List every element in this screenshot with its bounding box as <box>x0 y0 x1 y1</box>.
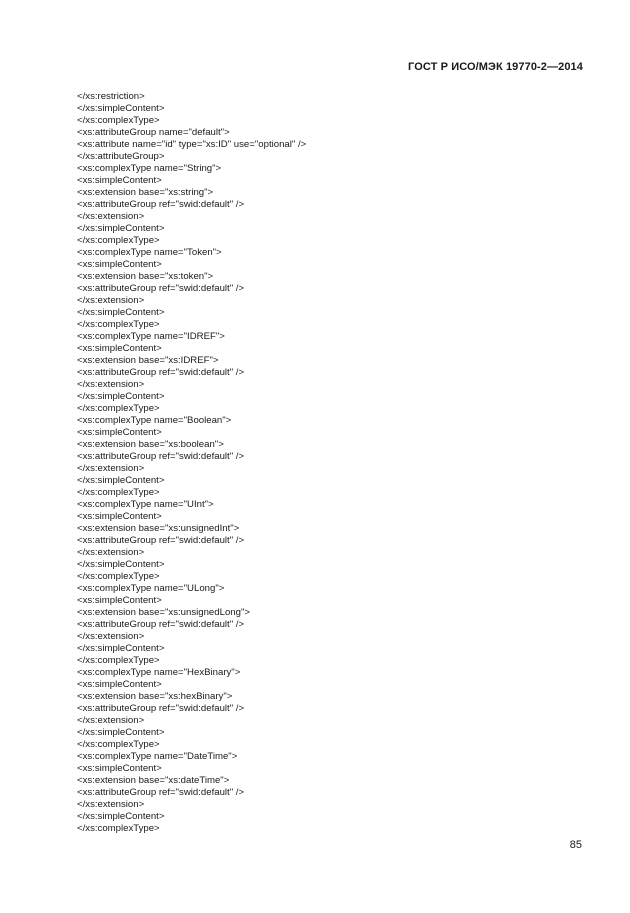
code-line: <xs:simpleContent> <box>77 763 162 774</box>
code-line: <xs:attributeGroup name="default"> <box>77 127 230 138</box>
code-line: </xs:complexType> <box>77 487 160 498</box>
page-number: 85 <box>569 839 582 851</box>
code-line: <xs:simpleContent> <box>77 679 162 690</box>
code-line: </xs:complexType> <box>77 571 160 582</box>
code-line: <xs:complexType name="ULong"> <box>77 583 225 594</box>
code-line: <xs:simpleContent> <box>77 343 162 354</box>
code-line: </xs:extension> <box>77 799 145 810</box>
code-line: </xs:complexType> <box>77 403 160 414</box>
code-line: </xs:extension> <box>77 211 145 222</box>
code-line: </xs:extension> <box>77 379 145 390</box>
code-line: </xs:attributeGroup> <box>77 151 165 162</box>
code-line: </xs:simpleContent> <box>77 307 165 318</box>
code-line: <xs:complexType name="IDREF"> <box>77 331 225 342</box>
xml-schema-code-listing <box>77 91 306 835</box>
code-line: <xs:attribute name="id" type="xs:ID" use="optional" /> <box>77 139 307 150</box>
code-line: </xs:complexType> <box>77 115 160 126</box>
code-line: <xs:attributeGroup ref="swid:default" /> <box>77 619 245 630</box>
code-line: </xs:extension> <box>77 631 145 642</box>
code-line: <xs:attributeGroup ref="swid:default" /> <box>77 535 245 546</box>
code-line: <xs:simpleContent> <box>77 595 162 606</box>
code-line: </xs:simpleContent> <box>77 811 165 822</box>
code-line: <xs:attributeGroup ref="swid:default" /> <box>77 703 245 714</box>
code-line: </xs:simpleContent> <box>77 559 165 570</box>
code-line: <xs:complexType name="String"> <box>77 163 222 174</box>
code-line: <xs:complexType name="HexBinary"> <box>77 667 241 678</box>
code-line: <xs:simpleContent> <box>77 259 162 270</box>
code-line: </xs:extension> <box>77 715 145 726</box>
code-line: <xs:extension base="xs:token"> <box>77 271 214 282</box>
code-line: <xs:complexType name="UInt"> <box>77 499 214 510</box>
page-header-standard-designation: ГОСТ Р ИСО/МЭК 19770-2—2014 <box>408 61 583 73</box>
code-line: <xs:attributeGroup ref="swid:default" /> <box>77 199 245 210</box>
code-line: </xs:complexType> <box>77 319 160 330</box>
code-line: </xs:extension> <box>77 547 145 558</box>
code-line: <xs:simpleContent> <box>77 175 162 186</box>
code-line: <xs:attributeGroup ref="swid:default" /> <box>77 787 245 798</box>
code-line: <xs:attributeGroup ref="swid:default" /> <box>77 451 245 462</box>
code-line: </xs:simpleContent> <box>77 643 165 654</box>
code-line: <xs:extension base="xs:unsignedLong"> <box>77 607 250 618</box>
code-line: <xs:attributeGroup ref="swid:default" /> <box>77 367 245 378</box>
code-line: </xs:extension> <box>77 295 145 306</box>
code-line: <xs:complexType name="Token"> <box>77 247 222 258</box>
code-line: </xs:simpleContent> <box>77 223 165 234</box>
code-line: <xs:extension base="xs:hexBinary"> <box>77 691 233 702</box>
code-line: <xs:extension base="xs:IDREF"> <box>77 355 219 366</box>
code-line: </xs:simpleContent> <box>77 475 165 486</box>
code-line: </xs:complexType> <box>77 235 160 246</box>
code-line: </xs:complexType> <box>77 823 160 834</box>
code-line: </xs:simpleContent> <box>77 391 165 402</box>
code-line: <xs:complexType name="Boolean"> <box>77 415 232 426</box>
code-line: </xs:simpleContent> <box>77 727 165 738</box>
code-line: <xs:extension base="xs:boolean"> <box>77 439 224 450</box>
code-line: <xs:extension base="xs:string"> <box>77 187 214 198</box>
code-line: <xs:complexType name="DateTime"> <box>77 751 238 762</box>
code-line: <xs:extension base="xs:dateTime"> <box>77 775 230 786</box>
code-line: <xs:simpleContent> <box>77 427 162 438</box>
code-line: </xs:restriction> <box>77 91 145 102</box>
code-line: <xs:attributeGroup ref="swid:default" /> <box>77 283 245 294</box>
code-line: <xs:simpleContent> <box>77 511 162 522</box>
code-line: </xs:complexType> <box>77 739 160 750</box>
code-line: </xs:complexType> <box>77 655 160 666</box>
code-line: </xs:simpleContent> <box>77 103 165 114</box>
code-line: <xs:extension base="xs:unsignedInt"> <box>77 523 240 534</box>
code-line: </xs:extension> <box>77 463 145 474</box>
